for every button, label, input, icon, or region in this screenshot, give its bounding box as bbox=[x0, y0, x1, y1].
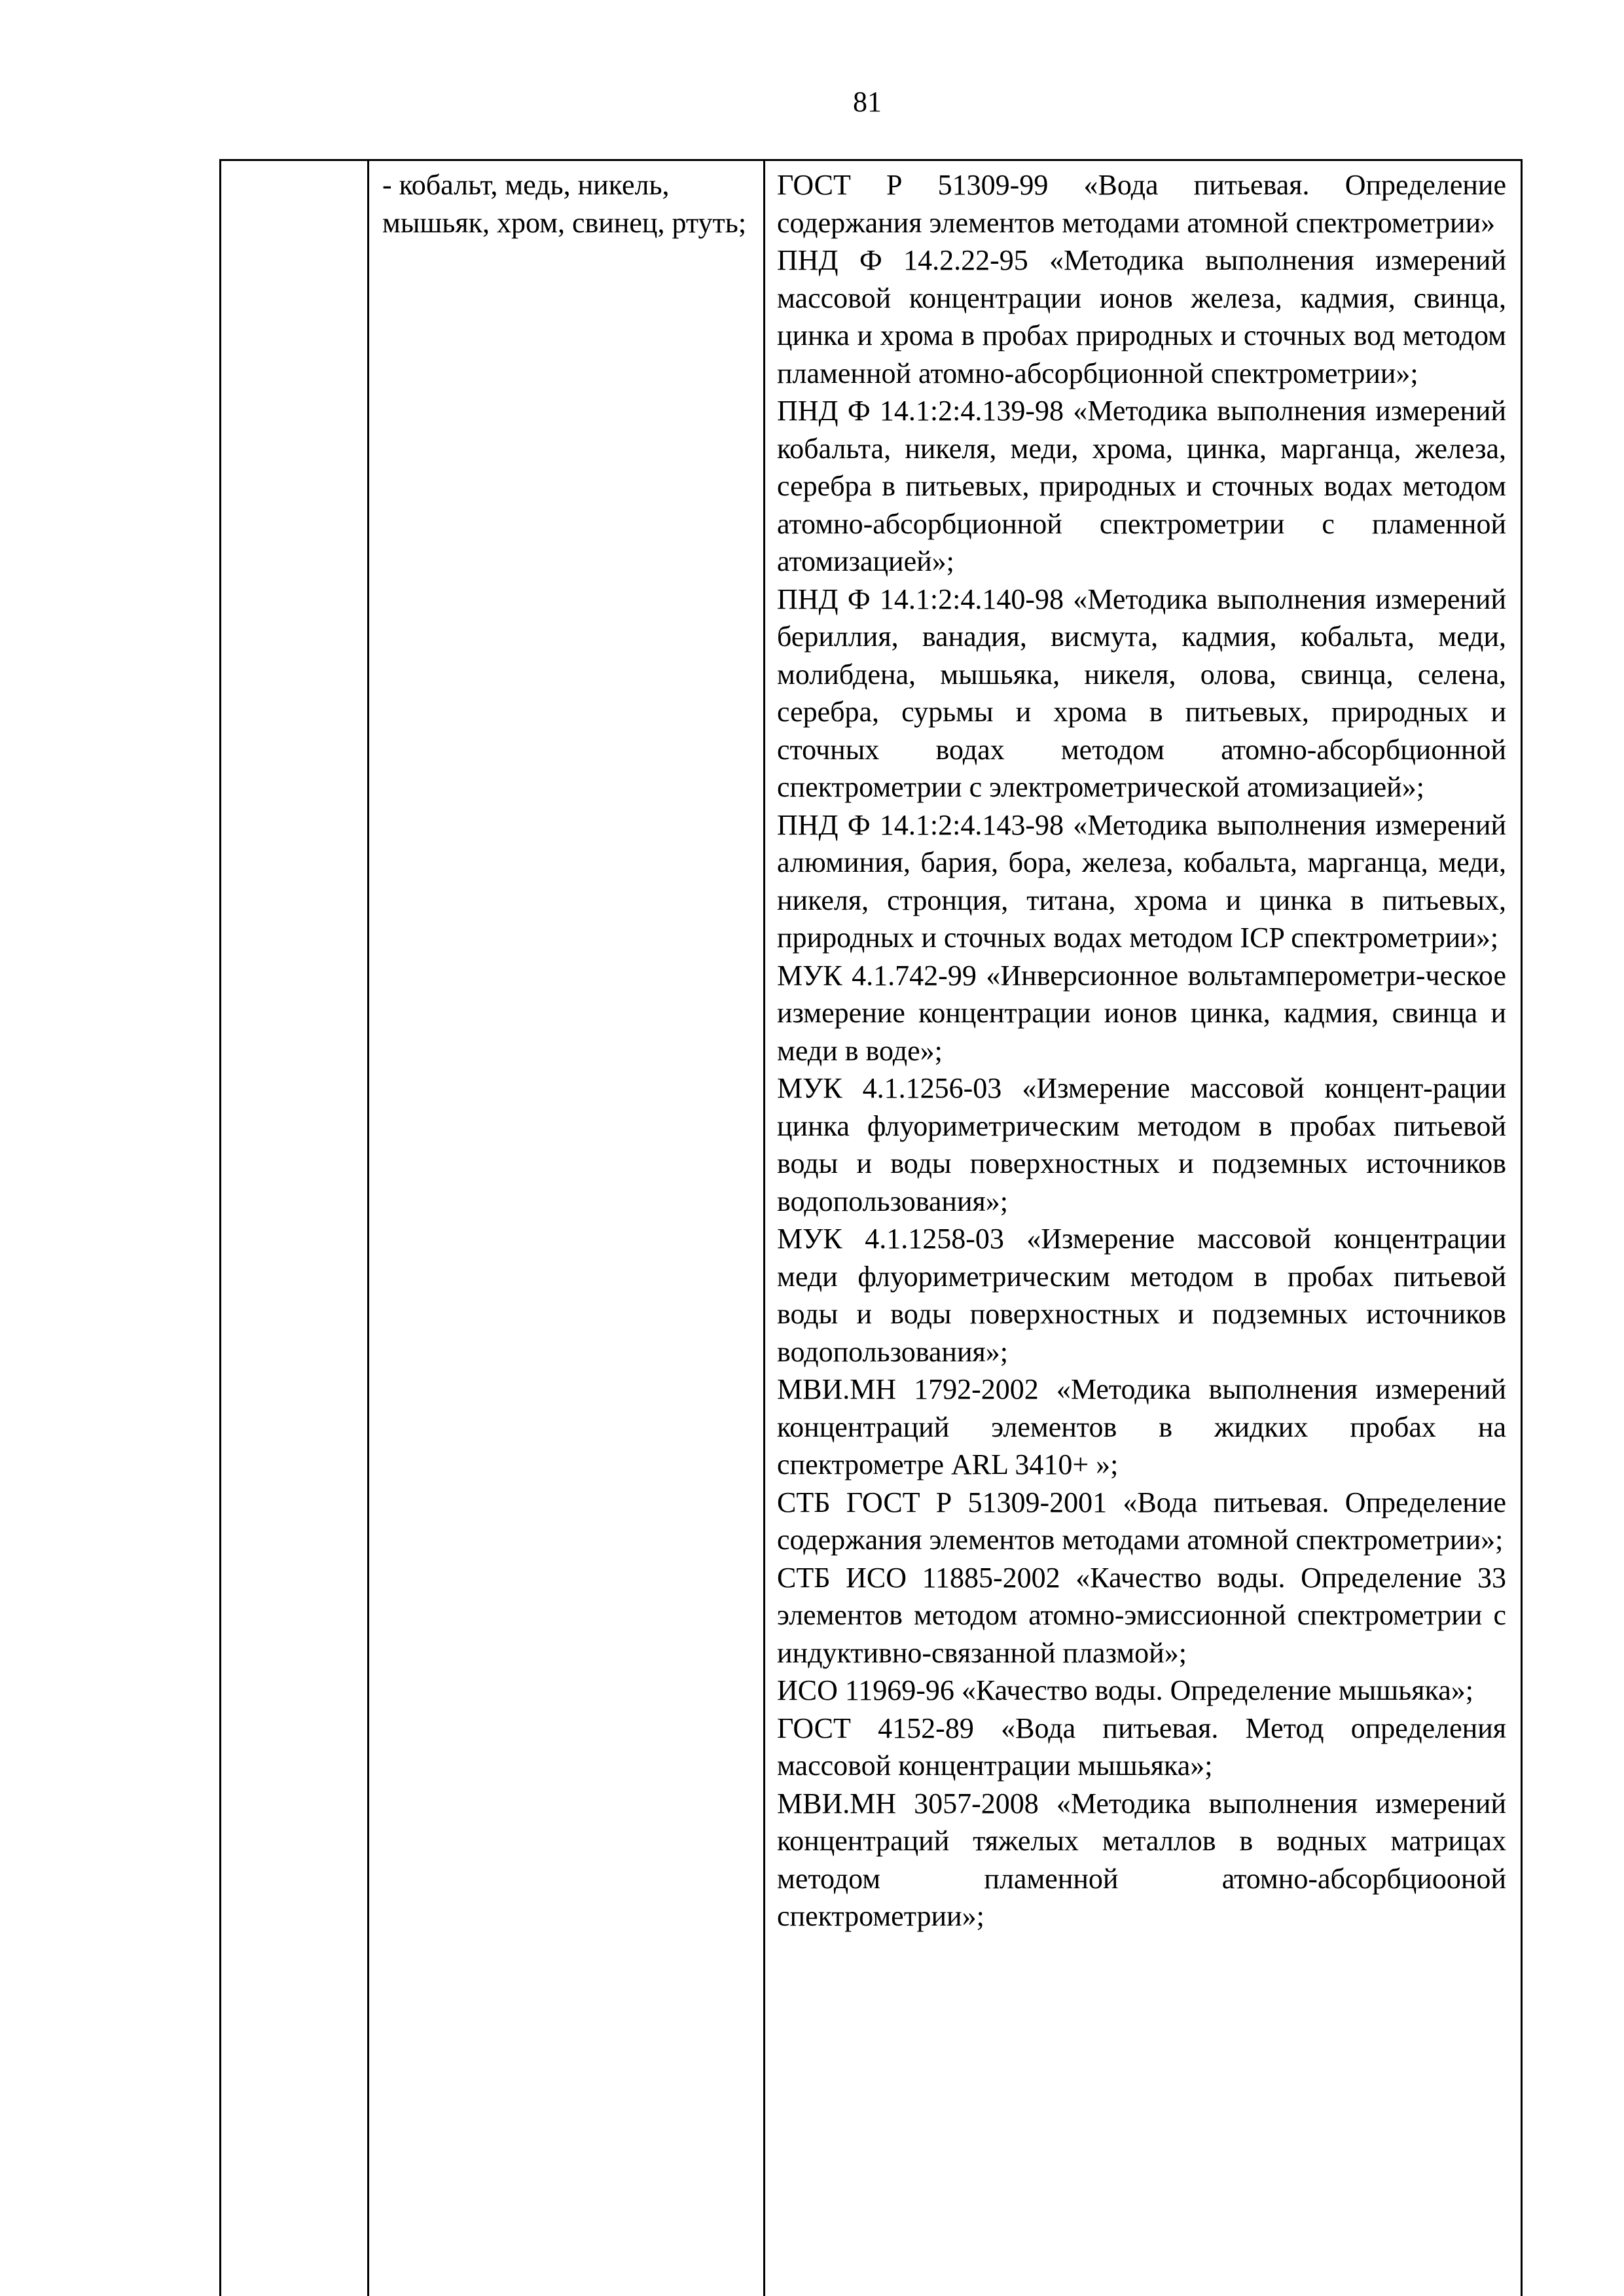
standard-item: ГОСТ Р 51309-99 «Вода питьевая. Определение содержания элементов методами атомной спектрометрии» bbox=[777, 169, 1506, 239]
page-number: 81 bbox=[853, 86, 882, 118]
standard-item: МУК 4.1.1256-03 «Измерение массовой концент-рации цинка флуориметрическим методом в пробах питьевой воды и воды поверхностных и подземных источников водопользования»; bbox=[777, 1072, 1506, 1217]
standard-item: СТБ ИСО 11885-2002 «Качество воды. Определение 33 элементов методом атомно-эмиссионной спектрометрии с индуктивно-связанной плазмой»; bbox=[777, 1561, 1506, 1669]
standard-item: ПНД Ф 14.1:2:4.143-98 «Методика выполнения измерений алюминия, бария, бора, железа, кобальта, марганца, меди, никеля, стронция, титана, хрома и цинка в питьевых, природных и сточных водах методом ICP спектрометрии»; bbox=[777, 808, 1506, 954]
standard-item: ПНД Ф 14.1:2:4.140-98 «Методика выполнения измерений бериллия, ванадия, висмута, кадмия, кобальта, меди, молибдена, мышьяка, никеля, олова, свинца, селена, серебра, сурьмы и хрома в питьевых, природных и сточных водах методом атомно-абсорбционной спектрометрии с электрометрической атомизацией»; bbox=[777, 583, 1506, 803]
standard-item: СТБ ГОСТ Р 51309-2001 «Вода питьевая. Определение содержания элементов методами атомной спектрометрии»; bbox=[777, 1486, 1506, 1556]
table-column-number bbox=[221, 161, 369, 2296]
standard-item: ПНД Ф 14.1:2:4.139-98 «Методика выполнения измерений кобальта, никеля, меди, хрома, цинка, марганца, железа, серебра в питьевых, природных и сточных водах методом атомно-абсорбционной спектрометрии с пламенной атомизацией»; bbox=[777, 395, 1506, 577]
standard-item: МВИ.МН 1792-2002 «Методика выполнения измерений концентраций элементов в жидких пробах на спектрометре ARL 3410+ »; bbox=[777, 1373, 1506, 1480]
table-column-standards bbox=[765, 161, 1521, 2296]
standard-item: ГОСТ 4152-89 «Вода питьевая. Метод определения массовой концентрации мышьяка»; bbox=[777, 1712, 1506, 1782]
standard-item: ИСО 11969-96 «Качество воды. Определение мышьяка»; bbox=[777, 1674, 1473, 1706]
standard-item: МВИ.МН 3057-2008 «Методика выполнения измерений концентраций тяжелых металлов в водных матрицах методом пламенной атомно-абсорбциооной спектрометрии»; bbox=[777, 1787, 1506, 1932]
standard-item: МУК 4.1.1258-03 «Измерение массовой концентрации меди флуориметрическим методом в пробах питьевой воды и воды поверхностных и подземных источников водопользования»; bbox=[777, 1223, 1506, 1368]
methods-table bbox=[219, 159, 1523, 2296]
standard-item: МУК 4.1.742-99 «Инверсионное вольтамперометри-ческое измерение концентрации ионов цинка, кадмия, свинца и меди в воде»; bbox=[777, 959, 1506, 1067]
standard-item: ПНД Ф 14.2.22-95 «Методика выполнения измерений массовой концентрации ионов железа, кадмия, свинца, цинка и хрома в пробах природных и сточных вод методом пламенной атомно-абсорбционной спектрометрии»; bbox=[777, 244, 1506, 389]
table-column-indicators bbox=[369, 161, 765, 2296]
indicator-list-text: - кобальт, медь, никель, мышьяк, хром, свинец, ртуть; bbox=[382, 169, 747, 239]
